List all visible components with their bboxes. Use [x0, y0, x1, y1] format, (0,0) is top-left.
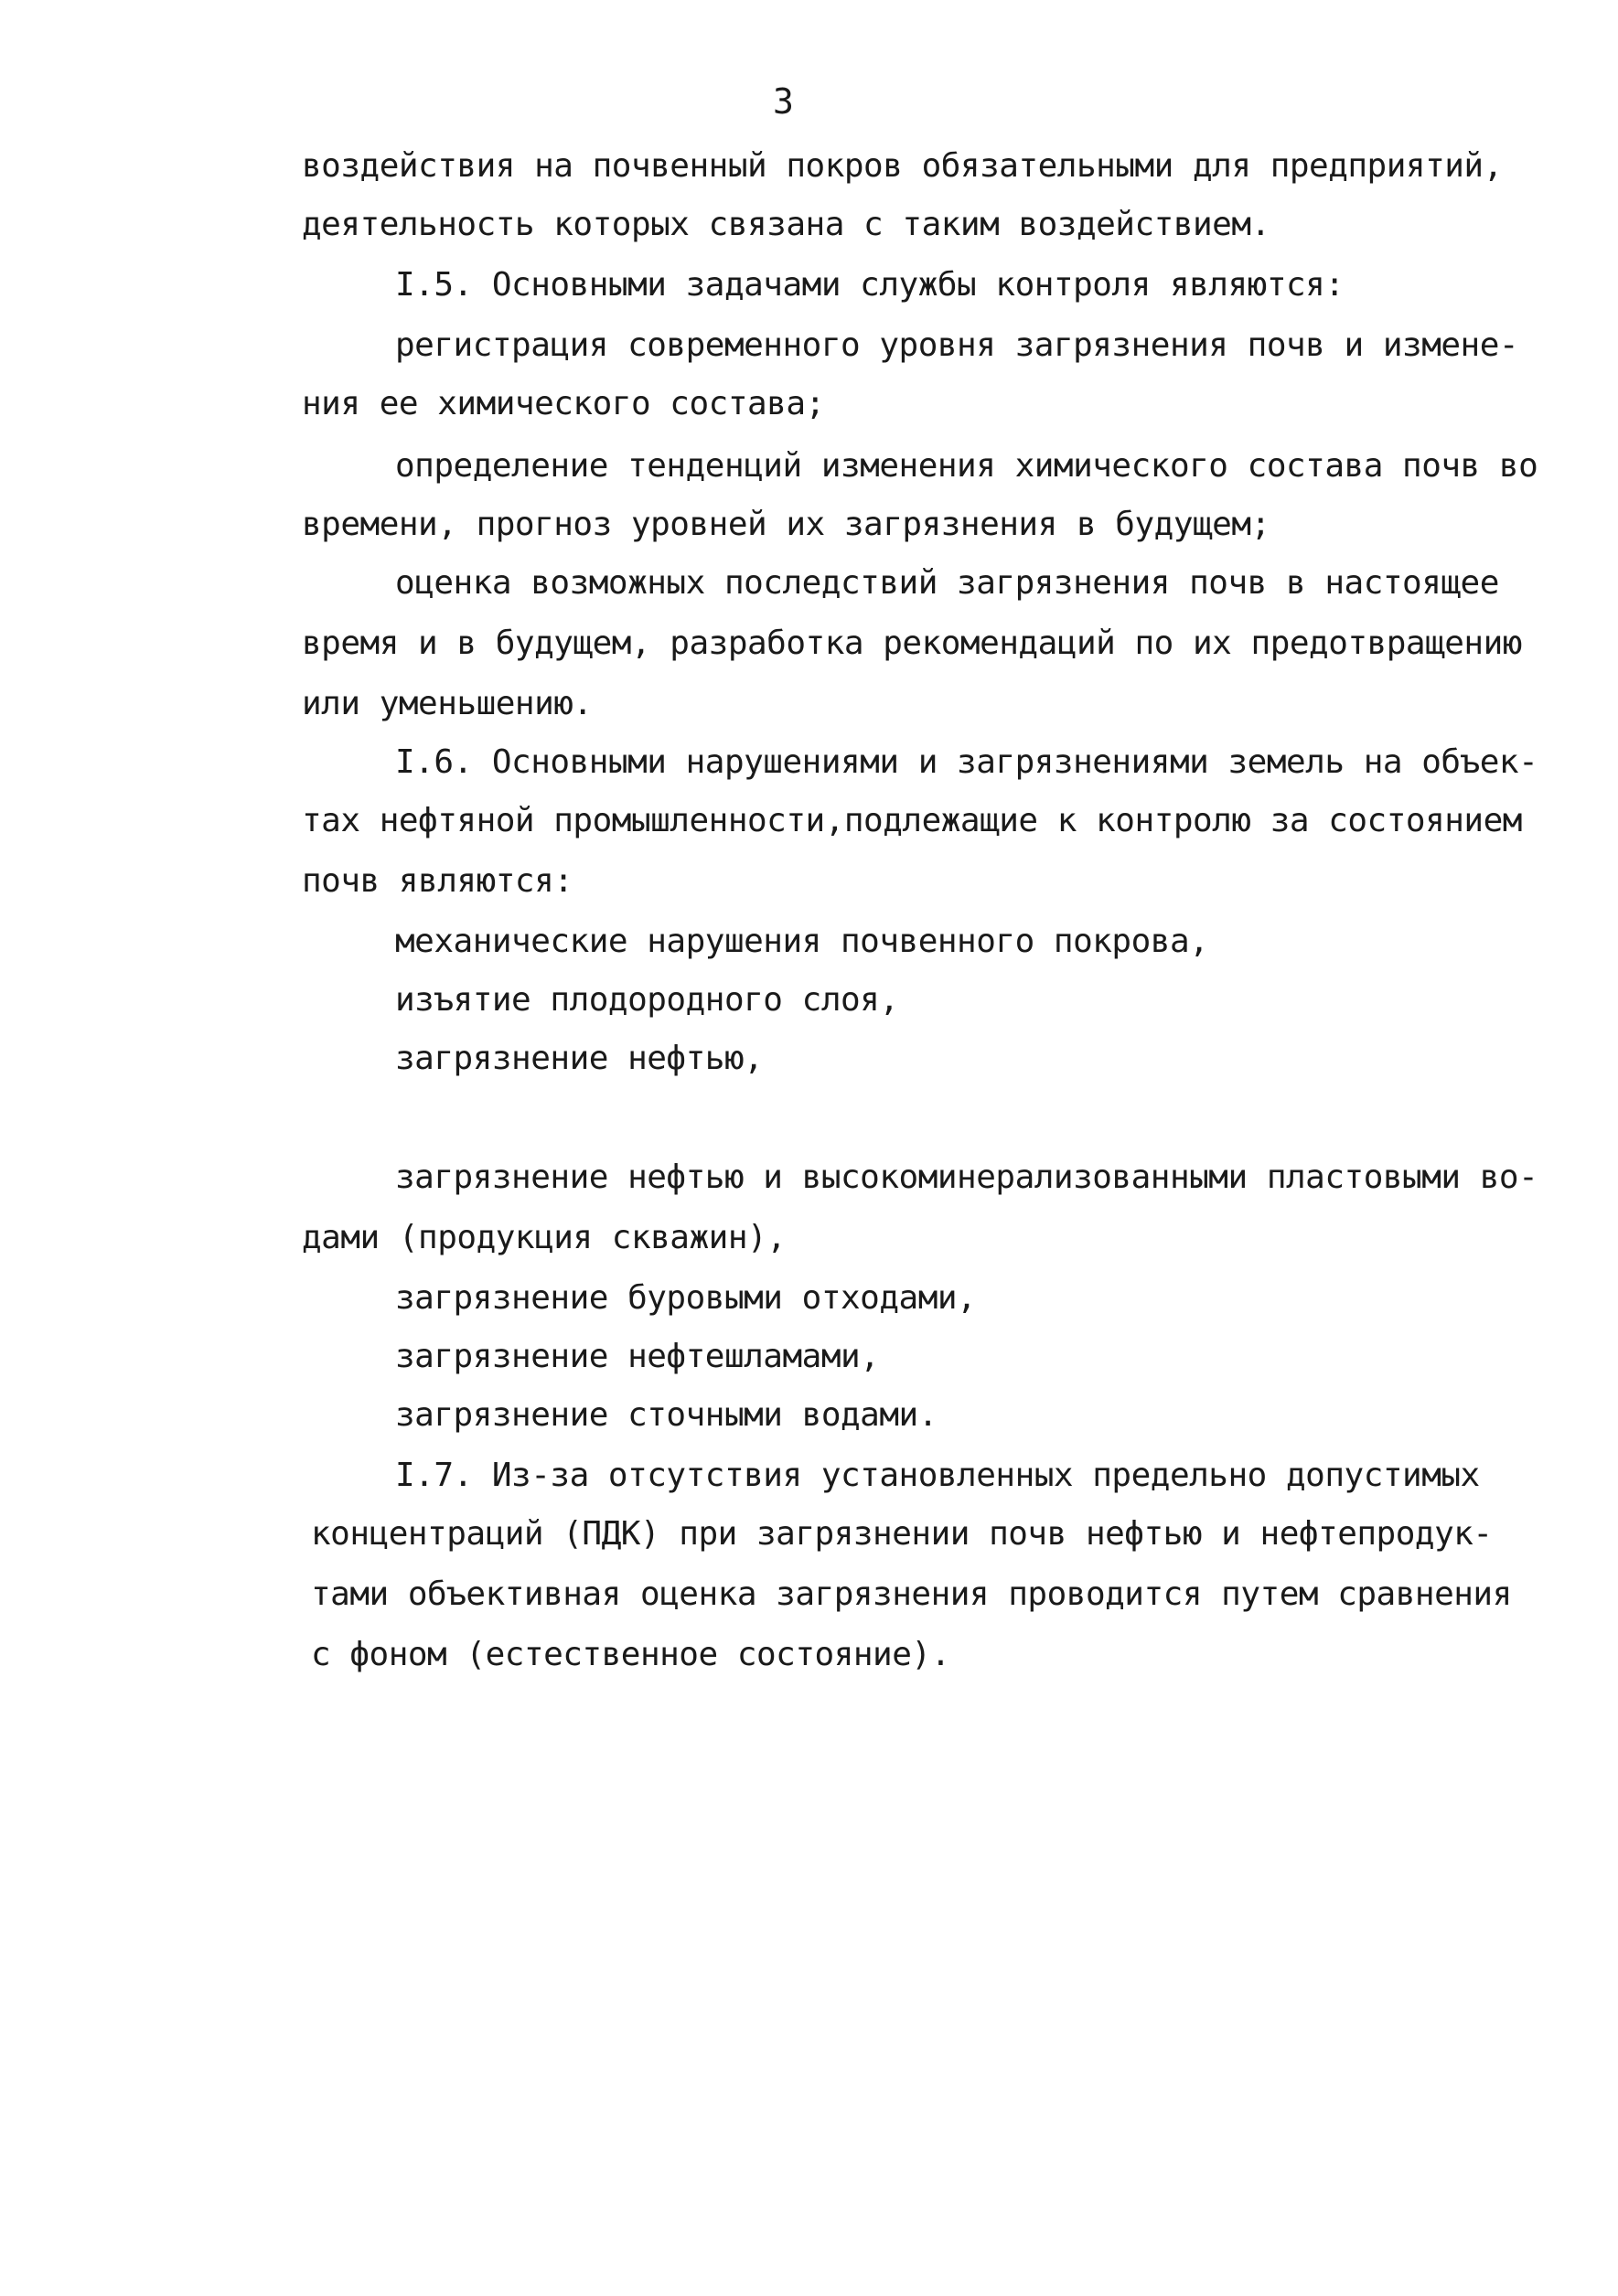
text-line: дами (продукция скважин), — [302, 1219, 787, 1256]
list-item: загрязнение нефтешламами, — [395, 1338, 880, 1375]
text-line: или уменьшению. — [302, 685, 593, 722]
text-line: деятельность которых связана с таким воздействием. — [302, 206, 1270, 243]
text-line: воздействия на почвенный покров обязательными для предприятий, — [302, 147, 1503, 185]
text-line: регистрация современного уровня загрязнения почв и измене- — [395, 326, 1519, 364]
text-line: тах нефтяной промышленности,подлежащие к контролю за состоянием — [302, 802, 1522, 839]
text-line: тами объективная оценка загрязнения проводится путем сравнения — [311, 1575, 1512, 1613]
section-1-5-heading: I.5. Основными задачами службы контроля являются: — [395, 266, 1345, 304]
text-line: время и в будущем, разработка рекомендаций по их предотвращению — [302, 625, 1522, 662]
section-1-6-heading: I.6. Основными нарушениями и загрязнениями земель на объек- — [395, 743, 1538, 781]
text-line: определение тенденций изменения химического состава почв во — [395, 447, 1538, 485]
text-line: с фоном (естественное состояние). — [311, 1636, 950, 1673]
list-item: загрязнение сточными водами. — [395, 1396, 938, 1434]
page-number: 3 — [773, 81, 794, 122]
text-line: концентраций (ПДК) при загрязнении почв нефтью и нефтепродук- — [311, 1515, 1493, 1553]
list-item: изъятие плодородного слоя, — [395, 981, 899, 1019]
list-item: загрязнение нефтью и высокоминерализованными пластовыми во- — [395, 1159, 1538, 1196]
text-line: оценка возможных последствий загрязнения почв в настоящее — [395, 564, 1499, 602]
list-item: загрязнение буровыми отходами, — [395, 1279, 977, 1317]
text-line: почв являются: — [302, 862, 573, 900]
list-item: механические нарушения почвенного покрова, — [395, 923, 1209, 960]
text-line: ния ее химического состава; — [302, 385, 825, 422]
list-item: загрязнение нефтью, — [395, 1040, 764, 1077]
section-1-7-heading: I.7. Из-за отсутствия установленных предельно допустимых — [395, 1457, 1480, 1494]
text-line: времени, прогноз уровней их загрязнения в будущем; — [302, 506, 1270, 543]
